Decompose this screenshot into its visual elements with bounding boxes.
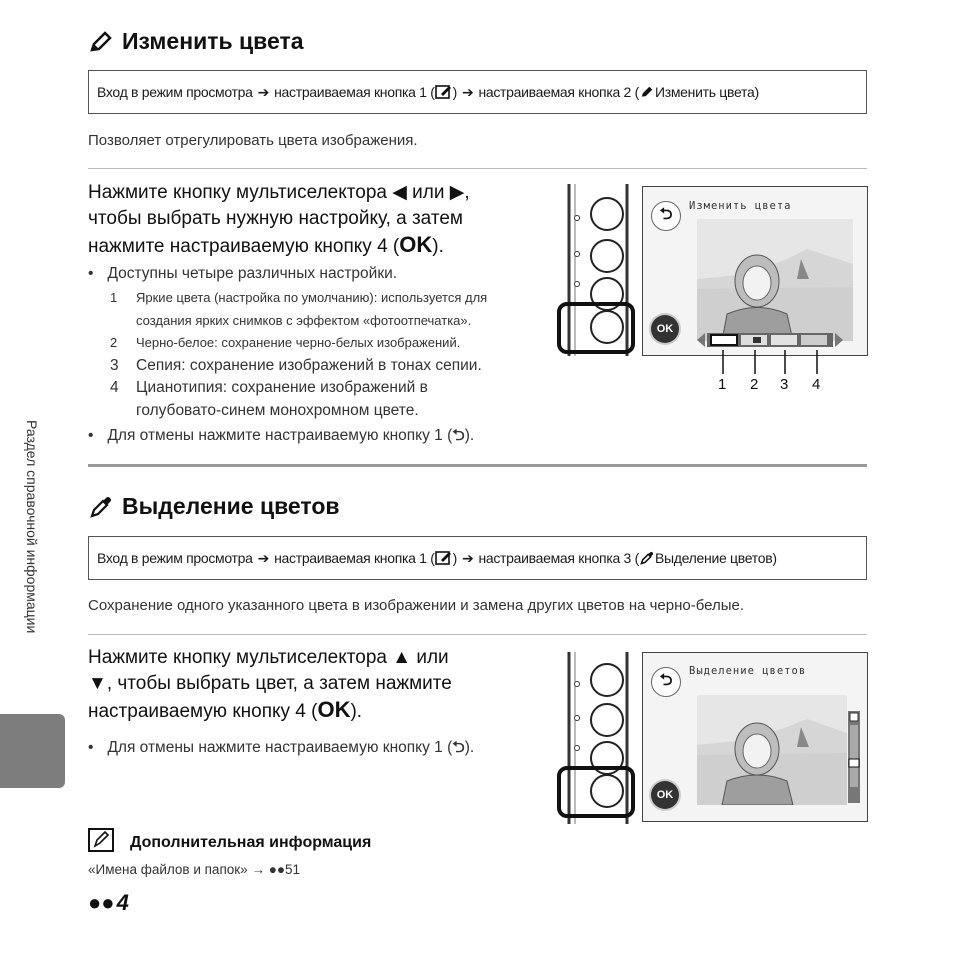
screen-title: Изменить цвета — [689, 200, 792, 212]
right-arrow-icon: ▶ — [449, 182, 465, 203]
list-item: 1 Яркие цвета (настройка по умолчанию): используется для — [110, 290, 488, 305]
back-icon[interactable]: ⮌ — [651, 667, 681, 697]
edit-icon — [435, 550, 453, 566]
divider — [88, 634, 867, 635]
pencil-icon — [639, 85, 655, 99]
section1-title — [88, 28, 304, 55]
portrait-photo — [697, 695, 847, 805]
nav-step: Вход в режим просмотра — [97, 84, 253, 100]
arrow-right-icon: ➔ — [257, 549, 270, 566]
camera-buttons-illustration — [555, 184, 635, 356]
section1-step: Нажмите кнопку мультиселектора ◀ или ▶, чтобы выбрать нужную настройку, а затем нажмите настраиваемую кнопку 4 (OK). — [88, 180, 538, 260]
nav-step: настраиваемая кнопка 1 ( — [274, 550, 435, 566]
list-item: 2 Черно-белое: сохранение черно-белых изображений. — [110, 335, 461, 350]
step-text: чтобы выбрать нужную настройку, а затем — [88, 208, 463, 229]
nav-step: Изменить цвета) — [654, 84, 759, 100]
bullet-text: ). — [464, 739, 475, 756]
back-icon: ⮌ — [452, 427, 465, 444]
arrow-right-icon: ➔ — [257, 83, 270, 100]
camera-buttons-illustration — [555, 652, 635, 824]
callout-3: 3 — [780, 376, 789, 393]
down-arrow-icon: ▼ — [88, 673, 107, 694]
section2-step — [88, 645, 538, 725]
back-icon: ⮌ — [452, 739, 465, 756]
note-title: Дополнительная информация — [130, 834, 372, 851]
ok-button[interactable]: OK — [651, 315, 679, 343]
section2-nav-path — [88, 536, 867, 580]
list-item: голубовато-синем монохромном цвете. — [136, 401, 419, 419]
reference-icon: ●● — [88, 890, 115, 915]
nav-step: Вход в режим просмотра — [97, 550, 253, 566]
divider — [88, 168, 867, 169]
section1-nav-path — [88, 70, 867, 114]
callout-lines — [700, 350, 830, 376]
color-slider[interactable] — [847, 711, 861, 803]
nav-step: ) — [452, 84, 457, 100]
bullet-text: ). — [464, 427, 475, 444]
step-text: настраиваемую кнопку 4 ( — [88, 701, 318, 722]
dropper-icon — [639, 550, 655, 566]
left-arrow-icon: ◀ — [392, 182, 407, 203]
up-arrow-icon: ▲ — [392, 647, 412, 668]
nav-step: ) — [452, 550, 457, 566]
section1-title-text: Изменить цвета — [122, 28, 304, 54]
callout-2: 2 — [750, 376, 759, 393]
bullet-text: Для отмены нажмите настраиваемую кнопку 1 ( — [107, 739, 453, 756]
note-text — [88, 862, 300, 877]
color-options-bar[interactable] — [697, 331, 843, 349]
nav-step: Выделение цветов) — [654, 550, 777, 566]
pencil-icon — [88, 30, 114, 54]
nav-step: настраиваемая кнопка 3 ( — [478, 550, 639, 566]
section-tab — [0, 714, 65, 788]
step-text: ). — [350, 701, 363, 722]
section1-bullet1: • Доступны четыре различных настройки. — [88, 265, 398, 282]
step-text: нажмите настраиваемую кнопку 4 ( — [88, 236, 400, 257]
step-text: ). — [432, 236, 444, 257]
callout-1: 1 — [718, 376, 727, 393]
section1-bullet2: • Для отмены нажмите настраиваемую кнопку 1 (⮌). — [88, 427, 475, 444]
section2-intro: Сохранение одного указанного цвета в изображении и замена других цветов на черно-белые. — [88, 597, 745, 614]
back-icon[interactable]: ⮌ — [651, 201, 681, 231]
section2-bullet1: • Для отмены нажмите настраиваемую кнопку 1 (⮌). — [88, 739, 475, 756]
camera-screen-2 — [642, 652, 868, 822]
list-item: 3 Сепия: сохранение изображений в тонах сепии. — [110, 356, 482, 374]
note-link[interactable]: «Имена файлов и папок» — [88, 862, 248, 877]
bullet-text: Доступны четыре различных настройки. — [107, 265, 398, 282]
step-text: Нажмите кнопку мультиселектора — [88, 647, 387, 668]
portrait-photo — [697, 219, 853, 341]
ok-button[interactable]: OK — [651, 781, 679, 809]
camera-screen-1 — [642, 186, 868, 356]
step-text: Нажмите кнопку мультиселектора — [88, 182, 387, 203]
ok-glyph: OK — [399, 232, 433, 257]
step-text: , чтобы выбрать цвет, а затем нажмите — [106, 673, 452, 694]
arrow-right-icon: ➔ — [462, 83, 474, 100]
list-item: создания ярких снимков с эффектом «фотоотпечатка». — [136, 312, 472, 328]
screen-title: Выделение цветов — [689, 665, 807, 677]
note-icon — [88, 828, 114, 852]
ok-glyph: OK — [317, 697, 351, 722]
nav-step: настраиваемая кнопка 2 ( — [478, 84, 639, 100]
step-text: или — [416, 647, 449, 668]
section1-intro: Позволяет отрегулировать цвета изображения. — [88, 132, 418, 149]
arrow-right-icon: ➔ — [462, 549, 474, 566]
page-number-text: 4 — [116, 890, 129, 915]
sidebar-label: Раздел справочной информации — [24, 420, 40, 634]
note-ref: 51 — [285, 862, 301, 877]
section2-title — [88, 493, 340, 520]
dropper-icon — [88, 494, 114, 520]
reference-icon: ●● — [268, 862, 286, 877]
callout-4: 4 — [812, 376, 821, 393]
section2-title-text: Выделение цветов — [122, 493, 340, 519]
bullet-text: Для отмены нажмите настраиваемую кнопку 1 ( — [107, 427, 453, 444]
section-divider — [88, 464, 867, 467]
page-number — [88, 890, 129, 916]
step-text: или — [412, 182, 445, 203]
list-item: 4 Цианотипия: сохранение изображений в — [110, 379, 428, 396]
settings-list — [110, 287, 540, 422]
nav-step: настраиваемая кнопка 1 ( — [274, 84, 435, 100]
arrow-right-icon: → — [251, 862, 269, 877]
edit-icon — [435, 84, 453, 100]
